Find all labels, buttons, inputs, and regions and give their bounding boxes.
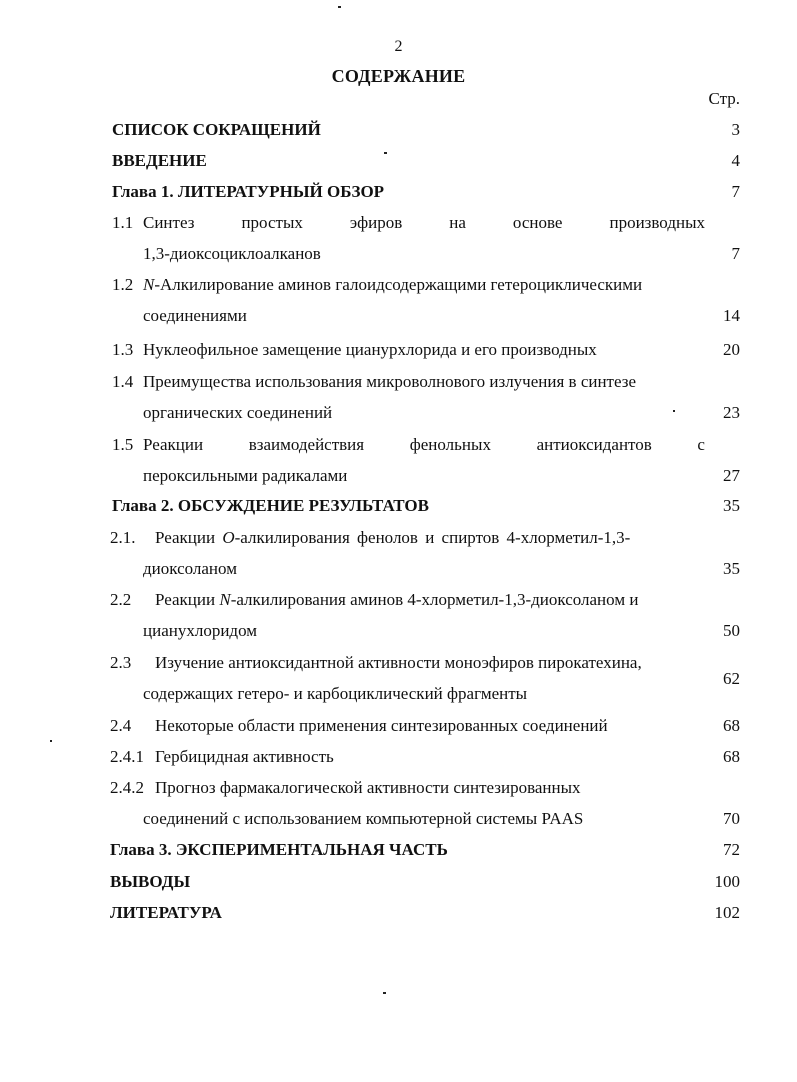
italic-letter: N	[143, 275, 155, 294]
toc-entry-1-5-cont[interactable]	[0, 466, 797, 490]
toc-entry-2-4-2-cont[interactable]	[0, 809, 797, 833]
toc-entry-title-line2: цианухлоридом	[143, 621, 258, 640]
toc-entry-label: Глава 1. ЛИТЕРАТУРНЫЙ ОБЗОР	[112, 182, 385, 201]
toc-entry-title-line2: органических соединений	[143, 403, 333, 422]
toc-entry-1-1-cont[interactable]	[0, 244, 797, 268]
word: основе	[512, 213, 563, 232]
word: с	[697, 435, 705, 454]
toc-entry-chapter-3[interactable]	[0, 840, 797, 864]
toc-entry-label: ВЫВОДЫ	[110, 872, 191, 891]
toc-entry-page: 62	[723, 669, 740, 688]
toc-entry-page: 35	[723, 559, 740, 578]
scan-speck	[384, 152, 387, 154]
toc-entry-label: ЛИТЕРАТУРА	[110, 903, 222, 922]
toc-entry-title-line1: Преимущества использования микроволнового излучения в синтезе	[143, 372, 636, 391]
toc-entry-page: 27	[723, 466, 740, 485]
toc-entry-1-4[interactable]	[0, 372, 797, 396]
italic-letter: N	[219, 590, 231, 609]
title-text: -алкилирования фенолов и спиртов 4-хлорметил-1,3-	[234, 528, 631, 547]
toc-entry-title-line1: Изучение антиоксидантной активности моноэфиров пирокатехина,	[155, 653, 642, 672]
toc-entry-page: 23	[723, 403, 740, 422]
toc-entry-1-1[interactable]	[0, 213, 797, 237]
toc-entry-number: 1.4	[112, 372, 134, 391]
toc-entry-title-line1: Нуклеофильное замещение цианурхлорида и его производных	[143, 340, 597, 359]
toc-entry-number: 2.2	[110, 590, 132, 609]
toc-entry-title-line2: содержащих гетеро- и карбоциклический фрагменты	[143, 684, 528, 703]
toc-entry-title-line1	[143, 275, 642, 295]
toc-entry-title-line1: Прогноз фармакалогической активности синтезированных	[155, 778, 581, 797]
toc-entry-title-line1	[155, 590, 638, 610]
page-title: СОДЕРЖАНИЕ	[331, 66, 466, 86]
toc-entry-page: 3	[731, 120, 740, 139]
word: Синтез	[143, 213, 195, 232]
toc-entry-label: Глава 3. ЭКСПЕРИМЕНТАЛЬНАЯ ЧАСТЬ	[110, 840, 448, 859]
toc-entry-page: 50	[723, 621, 740, 640]
toc-entry-2-1[interactable]	[0, 528, 797, 552]
toc-entry-1-2-cont[interactable]	[0, 306, 797, 330]
toc-entry-introduction[interactable]	[0, 151, 797, 175]
title-text: -алкилирования аминов 4-хлорметил-1,3-диоксоланом и	[230, 590, 639, 609]
toc-entry-1-5[interactable]	[0, 435, 797, 459]
toc-entry-1-2[interactable]	[0, 275, 797, 299]
scan-speck	[338, 6, 341, 8]
toc-entry-title-line1: Некоторые области применения синтезированных соединений	[155, 716, 608, 735]
toc-entry-page: 68	[723, 716, 740, 735]
word: фенольных	[409, 435, 491, 454]
toc-entry-2-2-cont[interactable]	[0, 621, 797, 645]
toc-entry-number: 2.3	[110, 653, 132, 672]
word: на	[449, 213, 466, 232]
word: производных	[609, 213, 705, 232]
toc-entry-page: 4	[731, 151, 740, 170]
toc-entry-2-4-2[interactable]	[0, 778, 797, 802]
toc-entry-page: 70	[723, 809, 740, 828]
toc-entry-page: 72	[723, 840, 740, 859]
page-column-header: Стр.	[708, 89, 740, 108]
toc-entry-conclusions[interactable]	[0, 872, 797, 896]
toc-entry-title-line1	[143, 213, 705, 233]
toc-entry-page: 100	[714, 872, 740, 891]
toc-entry-number: 1.3	[112, 340, 134, 359]
toc-entry-title-line2: диоксоланом	[143, 559, 237, 578]
toc-entry-title-line2: соединений с использованием компьютерной системы PAAS	[143, 809, 584, 828]
toc-entry-title-line1: Гербицидная активность	[155, 747, 334, 766]
toc-entry-references[interactable]	[0, 903, 797, 927]
toc-entry-label: ВВЕДЕНИЕ	[112, 151, 207, 170]
toc-entry-chapter-1[interactable]	[0, 182, 797, 206]
word: эфиров	[349, 213, 403, 232]
word: Реакции	[143, 435, 204, 454]
toc-entry-page: 68	[723, 747, 740, 766]
toc-entry-title-line2: 1,3-диоксоциклоалканов	[143, 244, 321, 263]
toc-entry-1-4-cont[interactable]	[0, 403, 797, 427]
toc-entry-title-line2: соединениями	[143, 306, 247, 325]
toc-entry-number: 2.1.	[110, 528, 136, 547]
italic-letter: О	[222, 528, 235, 547]
toc-entry-title-line1	[155, 528, 630, 548]
toc-entry-number: 2.4.2	[110, 778, 144, 797]
toc-entry-2-2[interactable]	[0, 590, 797, 614]
toc-entry-number: 2.4	[110, 716, 132, 735]
toc-entry-page: 20	[723, 340, 740, 359]
toc-entry-number: 1.2	[112, 275, 134, 294]
toc-entry-page: 7	[731, 182, 740, 201]
toc-entry-abbreviations[interactable]	[0, 120, 797, 144]
toc-entry-label: Глава 2. ОБСУЖДЕНИЕ РЕЗУЛЬТАТОВ	[112, 496, 429, 515]
toc-entry-label: СПИСОК СОКРАЩЕНИЙ	[112, 120, 321, 139]
page-number: 2	[394, 38, 403, 55]
toc-entry-page: 14	[723, 306, 740, 325]
toc-entry-page: 7	[731, 244, 740, 263]
title-text: -Алкилирование аминов галоидсодержащими гетероциклическими	[154, 275, 643, 294]
toc-entry-page: 102	[714, 903, 740, 922]
title-prefix: Реакции	[155, 528, 223, 547]
title-prefix: Реакции	[155, 590, 220, 609]
toc-entry-1-3[interactable]	[0, 340, 797, 364]
toc-entry-2-4[interactable]	[0, 716, 797, 740]
word: простых	[241, 213, 303, 232]
toc-entry-2-1-cont[interactable]	[0, 559, 797, 583]
word: взаимодействия	[248, 435, 365, 454]
word: антиоксидантов	[536, 435, 652, 454]
toc-entry-2-3-cont[interactable]	[0, 684, 797, 708]
scan-speck	[673, 410, 675, 412]
toc-entry-2-4-1[interactable]	[0, 747, 797, 771]
scan-speck	[383, 992, 386, 994]
scan-speck	[50, 740, 52, 742]
toc-entry-title-line2: пероксильными радикалами	[143, 466, 348, 485]
toc-entry-page: 35	[723, 496, 740, 515]
toc-entry-number: 2.4.1	[110, 747, 144, 766]
toc-entry-title-line1	[143, 435, 705, 455]
toc-entry-chapter-2[interactable]	[0, 496, 797, 520]
toc-entry-number: 1.5	[112, 435, 134, 454]
toc-entry-number: 1.1	[112, 213, 134, 232]
